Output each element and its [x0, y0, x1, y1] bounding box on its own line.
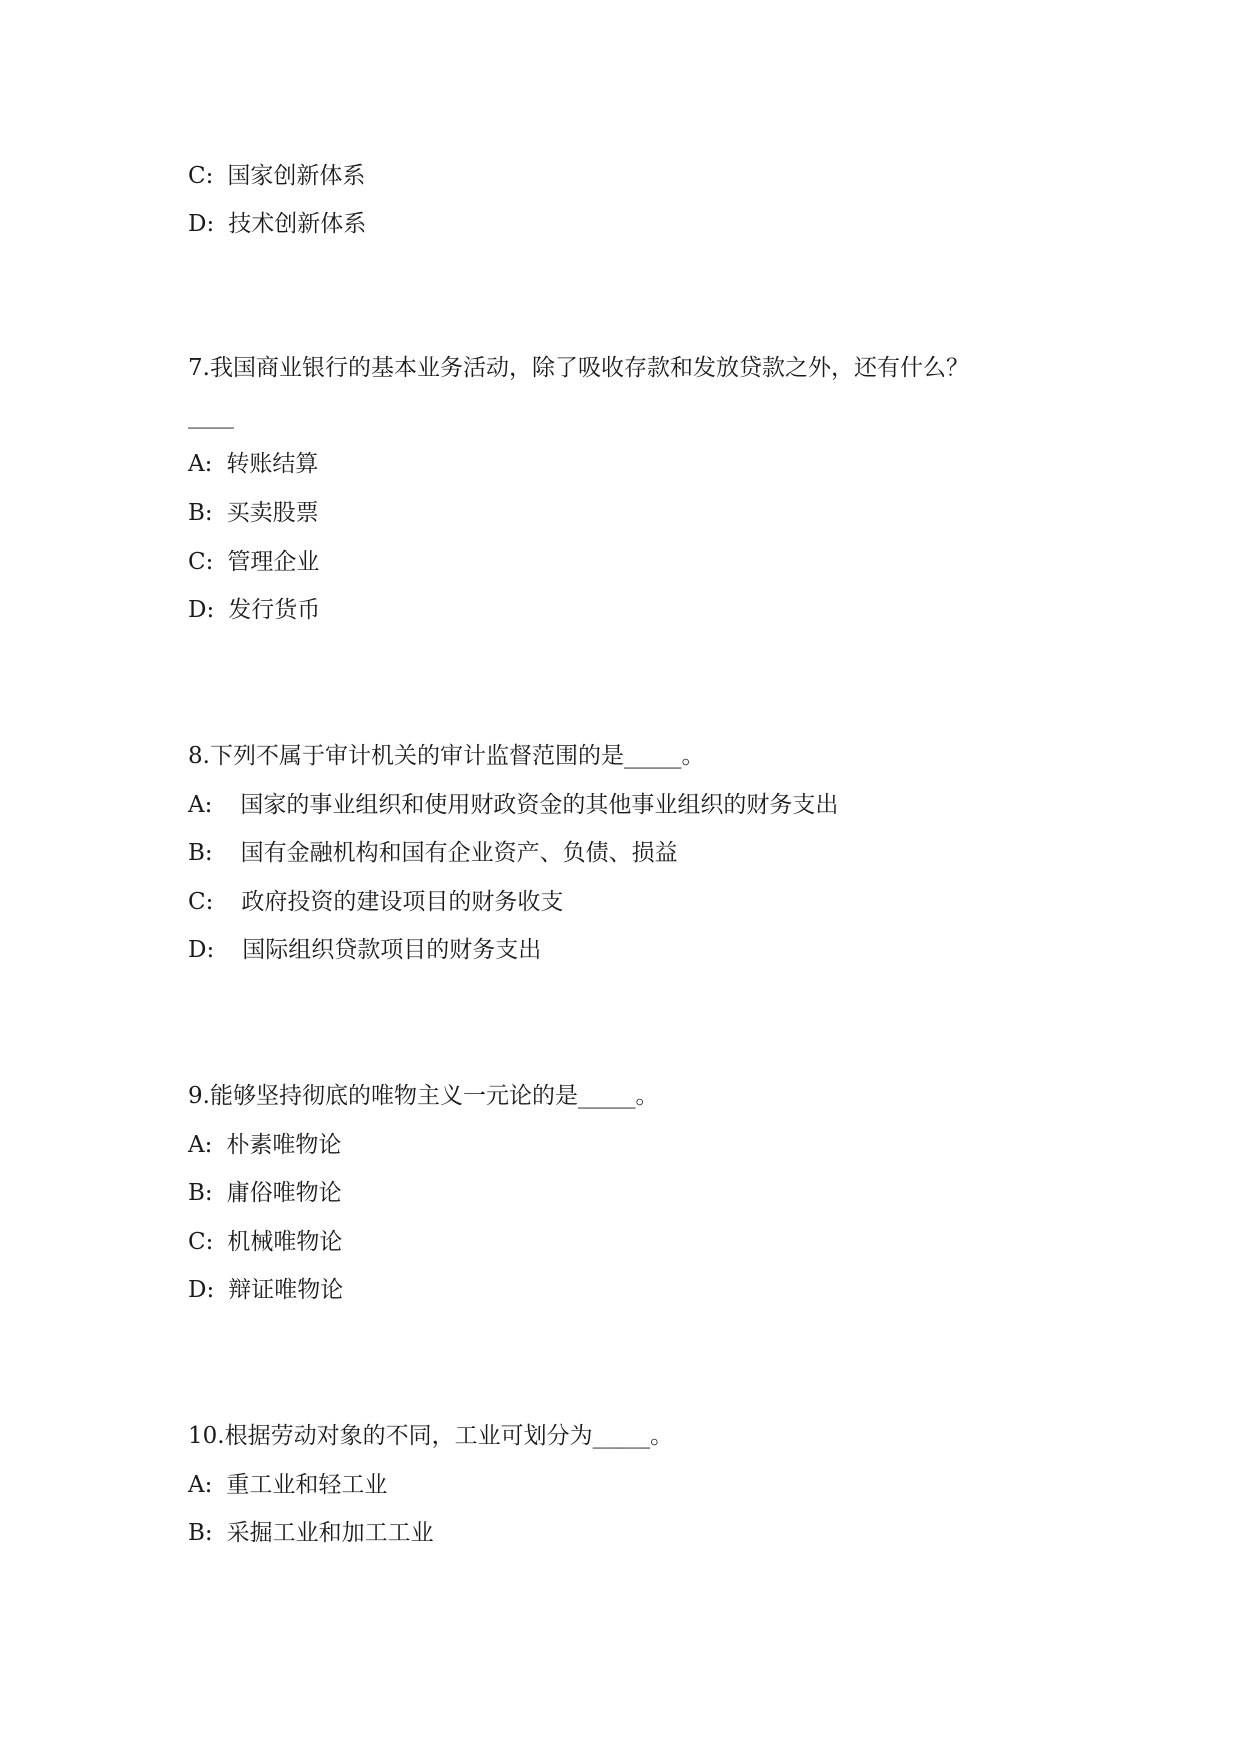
option-key: B:: [188, 840, 213, 866]
option-text: 发行货币: [228, 597, 321, 623]
option-text: 国家的事业组织和使用财政资金的其他事业组织的财务支出: [240, 792, 839, 818]
option-text: 政府投资的建设项目的财务收支: [241, 889, 564, 915]
q10-option-a: [188, 1469, 387, 1501]
option-key: A:: [188, 1472, 213, 1498]
q10-stem: 10.根据劳动对象的不同，工业可划分为_____。: [188, 1423, 674, 1449]
q10-option-b: [188, 1517, 434, 1549]
option-text: 朴素唯物论: [226, 1132, 342, 1158]
q8-option-d: [188, 934, 541, 966]
option-key: D:: [188, 597, 215, 623]
option-text: 国有金融机构和国有企业资产、负债、损益: [240, 840, 678, 866]
option-text: 庸俗唯物论: [226, 1180, 342, 1206]
q9-stem: 9.能够坚持彻底的唯物主义一元论的是_____。: [188, 1083, 659, 1109]
option-key: C:: [188, 1229, 214, 1255]
q7-stem-blank: ____: [188, 403, 234, 429]
option-text: 国际组织贷款项目的财务支出: [242, 937, 542, 963]
option-key: D:: [188, 937, 215, 963]
option-text: 技术创新体系: [228, 211, 367, 237]
option-text: 重工业和轻工业: [226, 1472, 388, 1498]
option-key: C:: [188, 889, 214, 915]
option-text: 管理企业: [227, 549, 320, 575]
option-key: A:: [188, 451, 213, 477]
q7-option-d: [188, 594, 320, 626]
q9-option-d: [188, 1274, 343, 1306]
option-key: C:: [188, 163, 214, 189]
option-text: 辩证唯物论: [228, 1277, 344, 1303]
option-key: A:: [188, 1132, 213, 1158]
q9-option-c: [188, 1226, 342, 1258]
option-text: 买卖股票: [226, 500, 319, 526]
q9-option-b: [188, 1177, 342, 1209]
q7-option-a: [188, 448, 318, 480]
option-key: A:: [188, 792, 213, 818]
option-key: C:: [188, 549, 214, 575]
q7-option-b: [188, 497, 319, 529]
option-key: B:: [188, 1180, 213, 1206]
q8-option-b: [188, 837, 678, 869]
q8-option-a: [188, 789, 838, 821]
option-text: 机械唯物论: [227, 1229, 343, 1255]
q6-option-c: [188, 160, 365, 192]
q7-stem: 7.我国商业银行的基本业务活动，除了吸收存款和发放贷款之外，还有什么？: [188, 355, 969, 381]
q8-stem: 8.下列不属于审计机关的审计监督范围的是_____。: [188, 743, 705, 769]
q6-option-d: [188, 208, 366, 240]
option-key: B:: [188, 1520, 213, 1546]
option-key: D:: [188, 1277, 215, 1303]
q7-option-c: [188, 546, 319, 578]
option-key: B:: [188, 500, 213, 526]
option-text: 采掘工业和加工工业: [226, 1520, 434, 1546]
option-text: 国家创新体系: [227, 163, 366, 189]
q9-option-a: [188, 1129, 341, 1161]
q8-option-c: [188, 886, 563, 918]
option-key: D:: [188, 211, 215, 237]
option-text: 转账结算: [226, 451, 319, 477]
